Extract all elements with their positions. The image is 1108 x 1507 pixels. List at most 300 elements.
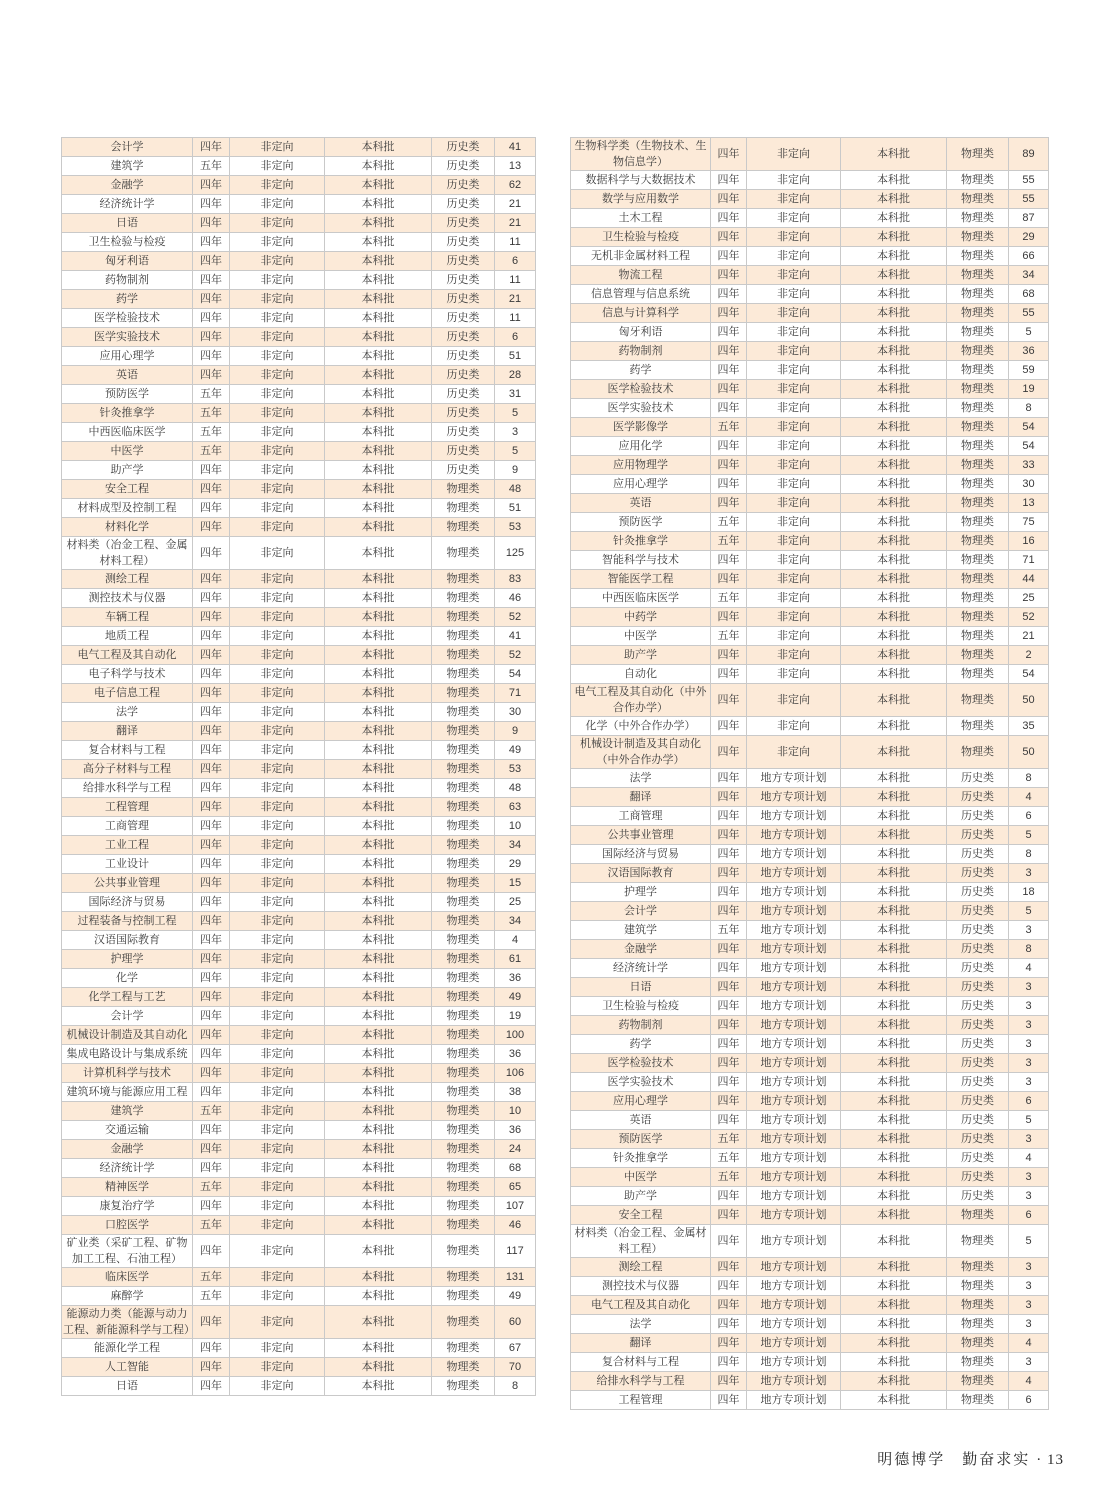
cell-duration: 四年 [711, 1372, 747, 1391]
table-row [571, 437, 1049, 456]
cell-subject-group: 物理类 [947, 138, 1009, 171]
cell-duration: 四年 [193, 931, 230, 950]
table-row [62, 1287, 536, 1306]
table-row [571, 138, 1049, 171]
cell-count: 3 [1009, 864, 1049, 883]
cell-batch: 本科批 [841, 997, 947, 1016]
table-row [571, 665, 1049, 684]
cell-count: 62 [495, 176, 536, 195]
cell-plan-type: 非定向 [230, 836, 325, 855]
cell-count: 55 [1009, 304, 1049, 323]
cell-subject-group: 历史类 [947, 807, 1009, 826]
table-row [571, 845, 1049, 864]
cell-count: 8 [1009, 845, 1049, 864]
cell-plan-type: 非定向 [230, 988, 325, 1007]
cell-batch: 本科批 [841, 807, 947, 826]
table-row [571, 959, 1049, 978]
cell-plan-type: 非定向 [747, 736, 841, 769]
cell-major: 临床医学 [62, 1268, 193, 1287]
cell-duration: 四年 [193, 347, 230, 366]
cell-batch: 本科批 [841, 570, 947, 589]
cell-plan-type: 地方专项计划 [747, 940, 841, 959]
cell-subject-group: 物理类 [947, 1225, 1009, 1258]
cell-subject-group: 物理类 [947, 323, 1009, 342]
cell-batch: 本科批 [325, 855, 432, 874]
table-row [571, 1296, 1049, 1315]
cell-plan-type: 非定向 [230, 1339, 325, 1358]
table-row [62, 233, 536, 252]
cell-count: 10 [495, 817, 536, 836]
cell-major: 日语 [571, 978, 711, 997]
cell-batch: 本科批 [325, 1339, 432, 1358]
cell-duration: 四年 [193, 290, 230, 309]
cell-duration: 五年 [193, 404, 230, 423]
cell-plan-type: 非定向 [230, 1197, 325, 1216]
cell-plan-type: 地方专项计划 [747, 959, 841, 978]
table-row [571, 1334, 1049, 1353]
cell-batch: 本科批 [325, 499, 432, 518]
cell-duration: 四年 [711, 437, 747, 456]
cell-major: 中医学 [62, 442, 193, 461]
cell-major: 能源化学工程 [62, 1339, 193, 1358]
cell-subject-group: 历史类 [432, 138, 495, 157]
cell-subject-group: 历史类 [432, 214, 495, 233]
table-row [62, 741, 536, 760]
cell-duration: 四年 [711, 266, 747, 285]
cell-duration: 四年 [711, 959, 747, 978]
cell-batch: 本科批 [325, 1306, 432, 1339]
cell-plan-type: 非定向 [230, 385, 325, 404]
table-row [62, 1178, 536, 1197]
cell-subject-group: 物理类 [432, 893, 495, 912]
cell-major: 医学检验技术 [571, 1054, 711, 1073]
cell-subject-group: 物理类 [947, 228, 1009, 247]
cell-subject-group: 物理类 [947, 513, 1009, 532]
cell-duration: 四年 [711, 1206, 747, 1225]
cell-count: 3 [1009, 1277, 1049, 1296]
table-row [571, 1111, 1049, 1130]
cell-duration: 四年 [711, 570, 747, 589]
cell-duration: 四年 [193, 1121, 230, 1140]
cell-plan-type: 地方专项计划 [747, 1149, 841, 1168]
cell-major: 药学 [571, 1035, 711, 1054]
cell-duration: 五年 [711, 1149, 747, 1168]
cell-major: 地质工程 [62, 627, 193, 646]
cell-duration: 四年 [711, 736, 747, 769]
cell-count: 21 [495, 290, 536, 309]
cell-major: 预防医学 [62, 385, 193, 404]
table-row [62, 627, 536, 646]
cell-batch: 本科批 [325, 627, 432, 646]
cell-major: 安全工程 [571, 1206, 711, 1225]
cell-subject-group: 历史类 [432, 328, 495, 347]
cell-major: 给排水科学与工程 [62, 779, 193, 798]
cell-count: 53 [495, 760, 536, 779]
cell-subject-group: 物理类 [947, 494, 1009, 513]
cell-major: 工业设计 [62, 855, 193, 874]
cell-batch: 本科批 [325, 233, 432, 252]
cell-batch: 本科批 [325, 1235, 432, 1268]
cell-major: 材料成型及控制工程 [62, 499, 193, 518]
cell-duration: 四年 [711, 978, 747, 997]
table-row [62, 252, 536, 271]
cell-batch: 本科批 [325, 347, 432, 366]
cell-subject-group: 历史类 [432, 309, 495, 328]
cell-subject-group: 历史类 [432, 176, 495, 195]
cell-count: 107 [495, 1197, 536, 1216]
cell-batch: 本科批 [841, 266, 947, 285]
cell-duration: 四年 [711, 171, 747, 190]
cell-count: 46 [495, 1216, 536, 1235]
cell-subject-group: 物理类 [947, 646, 1009, 665]
cell-plan-type: 非定向 [747, 513, 841, 532]
cell-major: 能源动力类（能源与动力工程、新能源科学与工程） [62, 1306, 193, 1339]
cell-duration: 四年 [193, 779, 230, 798]
cell-plan-type: 非定向 [230, 1007, 325, 1026]
cell-count: 3 [1009, 997, 1049, 1016]
cell-major: 中医学 [571, 1168, 711, 1187]
cell-major: 经济统计学 [571, 959, 711, 978]
cell-batch: 本科批 [325, 1358, 432, 1377]
cell-plan-type: 非定向 [230, 404, 325, 423]
table-row [62, 214, 536, 233]
cell-count: 6 [495, 252, 536, 271]
cell-duration: 四年 [711, 551, 747, 570]
cell-count: 41 [495, 627, 536, 646]
cell-batch: 本科批 [325, 589, 432, 608]
cell-duration: 四年 [193, 893, 230, 912]
cell-duration: 四年 [711, 902, 747, 921]
cell-plan-type: 地方专项计划 [747, 769, 841, 788]
table-row [571, 1206, 1049, 1225]
cell-subject-group: 物理类 [432, 684, 495, 703]
cell-count: 4 [1009, 788, 1049, 807]
cell-duration: 四年 [711, 1111, 747, 1130]
cell-batch: 本科批 [841, 736, 947, 769]
cell-subject-group: 历史类 [947, 978, 1009, 997]
table-row [62, 912, 536, 931]
table-row [571, 1391, 1049, 1410]
cell-major: 药学 [62, 290, 193, 309]
cell-batch: 本科批 [325, 969, 432, 988]
cell-major: 计算机科学与技术 [62, 1064, 193, 1083]
cell-count: 49 [495, 988, 536, 1007]
table-row [571, 285, 1049, 304]
cell-subject-group: 物理类 [947, 247, 1009, 266]
cell-duration: 四年 [193, 798, 230, 817]
cell-plan-type: 非定向 [230, 461, 325, 480]
cell-duration: 四年 [193, 1007, 230, 1026]
cell-plan-type: 非定向 [747, 304, 841, 323]
cell-count: 3 [1009, 1187, 1049, 1206]
cell-plan-type: 非定向 [230, 779, 325, 798]
cell-subject-group: 历史类 [947, 1054, 1009, 1073]
cell-count: 9 [495, 461, 536, 480]
cell-duration: 四年 [193, 608, 230, 627]
cell-subject-group: 物理类 [432, 1358, 495, 1377]
cell-plan-type: 地方专项计划 [747, 1334, 841, 1353]
cell-batch: 本科批 [325, 1178, 432, 1197]
cell-plan-type: 地方专项计划 [747, 1372, 841, 1391]
cell-batch: 本科批 [841, 513, 947, 532]
cell-batch: 本科批 [325, 1216, 432, 1235]
cell-plan-type: 非定向 [230, 874, 325, 893]
cell-subject-group: 历史类 [947, 845, 1009, 864]
cell-plan-type: 非定向 [230, 157, 325, 176]
cell-duration: 五年 [193, 1268, 230, 1287]
cell-plan-type: 非定向 [230, 347, 325, 366]
cell-duration: 四年 [193, 627, 230, 646]
cell-batch: 本科批 [841, 209, 947, 228]
cell-subject-group: 历史类 [947, 826, 1009, 845]
cell-subject-group: 物理类 [432, 1083, 495, 1102]
cell-plan-type: 非定向 [230, 722, 325, 741]
table-row [571, 940, 1049, 959]
cell-batch: 本科批 [841, 171, 947, 190]
cell-count: 16 [1009, 532, 1049, 551]
table-row [571, 380, 1049, 399]
cell-count: 55 [1009, 190, 1049, 209]
cell-batch: 本科批 [325, 988, 432, 1007]
cell-major: 日语 [62, 214, 193, 233]
cell-count: 35 [1009, 717, 1049, 736]
table-row [62, 1268, 536, 1287]
cell-batch: 本科批 [841, 959, 947, 978]
cell-count: 6 [1009, 1092, 1049, 1111]
table-row [62, 442, 536, 461]
cell-batch: 本科批 [841, 1258, 947, 1277]
cell-count: 59 [1009, 361, 1049, 380]
cell-major: 建筑学 [571, 921, 711, 940]
cell-duration: 四年 [193, 1197, 230, 1216]
cell-count: 53 [495, 518, 536, 537]
cell-count: 24 [495, 1140, 536, 1159]
cell-plan-type: 地方专项计划 [747, 1111, 841, 1130]
cell-duration: 四年 [193, 760, 230, 779]
cell-duration: 四年 [193, 309, 230, 328]
table-row [571, 513, 1049, 532]
cell-plan-type: 非定向 [230, 290, 325, 309]
table-row [62, 646, 536, 665]
cell-duration: 四年 [711, 361, 747, 380]
cell-plan-type: 非定向 [230, 176, 325, 195]
cell-count: 10 [495, 1102, 536, 1121]
cell-batch: 本科批 [325, 722, 432, 741]
cell-plan-type: 地方专项计划 [747, 1258, 841, 1277]
cell-batch: 本科批 [841, 1092, 947, 1111]
table-row [571, 826, 1049, 845]
cell-count: 63 [495, 798, 536, 817]
cell-batch: 本科批 [841, 940, 947, 959]
cell-batch: 本科批 [325, 1064, 432, 1083]
cell-subject-group: 物理类 [432, 779, 495, 798]
cell-batch: 本科批 [325, 836, 432, 855]
cell-duration: 五年 [193, 385, 230, 404]
cell-major: 机械设计制造及其自动化（中外合作办学） [571, 736, 711, 769]
cell-subject-group: 历史类 [947, 1111, 1009, 1130]
cell-duration: 四年 [711, 826, 747, 845]
cell-major: 卫生检验与检疫 [571, 228, 711, 247]
cell-subject-group: 物理类 [947, 342, 1009, 361]
cell-plan-type: 非定向 [230, 646, 325, 665]
cell-plan-type: 非定向 [747, 646, 841, 665]
cell-subject-group: 物理类 [432, 1287, 495, 1306]
cell-plan-type: 非定向 [230, 195, 325, 214]
cell-batch: 本科批 [841, 627, 947, 646]
cell-subject-group: 物理类 [947, 1353, 1009, 1372]
cell-duration: 四年 [193, 233, 230, 252]
table-row [571, 1315, 1049, 1334]
cell-subject-group: 历史类 [432, 404, 495, 423]
cell-duration: 五年 [711, 627, 747, 646]
cell-count: 33 [1009, 456, 1049, 475]
cell-subject-group: 物理类 [432, 499, 495, 518]
cell-batch: 本科批 [841, 304, 947, 323]
cell-major: 应用心理学 [62, 347, 193, 366]
cell-subject-group: 历史类 [432, 233, 495, 252]
cell-subject-group: 物理类 [947, 717, 1009, 736]
cell-duration: 四年 [711, 304, 747, 323]
table-row [571, 997, 1049, 1016]
cell-duration: 四年 [711, 209, 747, 228]
cell-major: 英语 [571, 494, 711, 513]
cell-subject-group: 物理类 [947, 532, 1009, 551]
cell-major: 医学实验技术 [571, 1073, 711, 1092]
cell-batch: 本科批 [325, 741, 432, 760]
cell-duration: 五年 [711, 532, 747, 551]
cell-subject-group: 物理类 [432, 817, 495, 836]
cell-plan-type: 地方专项计划 [747, 1353, 841, 1372]
cell-subject-group: 历史类 [947, 997, 1009, 1016]
cell-subject-group: 物理类 [947, 418, 1009, 437]
cell-major: 护理学 [571, 883, 711, 902]
cell-plan-type: 非定向 [230, 703, 325, 722]
cell-batch: 本科批 [841, 456, 947, 475]
table-row [571, 418, 1049, 437]
cell-subject-group: 历史类 [432, 366, 495, 385]
cell-subject-group: 历史类 [947, 864, 1009, 883]
cell-batch: 本科批 [841, 494, 947, 513]
table-row [62, 1045, 536, 1064]
table-row [62, 1377, 536, 1396]
cell-batch: 本科批 [841, 883, 947, 902]
cell-plan-type: 非定向 [230, 855, 325, 874]
table-row [571, 190, 1049, 209]
cell-duration: 四年 [193, 836, 230, 855]
cell-batch: 本科批 [325, 1197, 432, 1216]
cell-duration: 五年 [711, 589, 747, 608]
cell-batch: 本科批 [325, 290, 432, 309]
cell-batch: 本科批 [841, 902, 947, 921]
cell-subject-group: 历史类 [947, 1016, 1009, 1035]
cell-subject-group: 物理类 [947, 684, 1009, 717]
cell-count: 5 [1009, 826, 1049, 845]
cell-batch: 本科批 [841, 1315, 947, 1334]
cell-count: 68 [495, 1159, 536, 1178]
cell-major: 测绘工程 [571, 1258, 711, 1277]
cell-subject-group: 物理类 [947, 1277, 1009, 1296]
cell-subject-group: 物理类 [432, 1026, 495, 1045]
cell-duration: 四年 [193, 214, 230, 233]
cell-plan-type: 非定向 [230, 1064, 325, 1083]
cell-major: 药物制剂 [571, 342, 711, 361]
cell-batch: 本科批 [841, 1372, 947, 1391]
cell-count: 6 [1009, 1391, 1049, 1410]
cell-count: 6 [495, 328, 536, 347]
cell-count: 4 [495, 931, 536, 950]
cell-duration: 四年 [711, 1277, 747, 1296]
cell-plan-type: 地方专项计划 [747, 997, 841, 1016]
cell-subject-group: 历史类 [432, 252, 495, 271]
table-row [571, 1035, 1049, 1054]
cell-subject-group: 物理类 [947, 665, 1009, 684]
cell-duration: 四年 [711, 717, 747, 736]
cell-duration: 五年 [193, 442, 230, 461]
cell-count: 8 [495, 1377, 536, 1396]
cell-major: 机械设计制造及其自动化 [62, 1026, 193, 1045]
cell-plan-type: 非定向 [747, 361, 841, 380]
cell-subject-group: 历史类 [947, 788, 1009, 807]
cell-batch: 本科批 [325, 1083, 432, 1102]
cell-batch: 本科批 [841, 1296, 947, 1315]
cell-batch: 本科批 [841, 589, 947, 608]
cell-major: 助产学 [571, 1187, 711, 1206]
cell-subject-group: 历史类 [432, 442, 495, 461]
cell-batch: 本科批 [841, 285, 947, 304]
cell-plan-type: 非定向 [230, 1045, 325, 1064]
cell-duration: 四年 [711, 940, 747, 959]
table-row [62, 309, 536, 328]
cell-duration: 四年 [711, 1353, 747, 1372]
cell-count: 13 [495, 157, 536, 176]
cell-duration: 四年 [711, 788, 747, 807]
cell-plan-type: 非定向 [747, 456, 841, 475]
cell-duration: 五年 [193, 1102, 230, 1121]
cell-batch: 本科批 [325, 1159, 432, 1178]
cell-batch: 本科批 [325, 157, 432, 176]
cell-plan-type: 非定向 [230, 969, 325, 988]
cell-duration: 四年 [193, 1235, 230, 1268]
table-row [571, 627, 1049, 646]
cell-subject-group: 物理类 [432, 703, 495, 722]
cell-batch: 本科批 [325, 537, 432, 570]
cell-count: 3 [495, 423, 536, 442]
cell-major: 电气工程及其自动化 [62, 646, 193, 665]
table-row [62, 969, 536, 988]
cell-subject-group: 历史类 [947, 1187, 1009, 1206]
cell-batch: 本科批 [841, 1334, 947, 1353]
cell-duration: 四年 [193, 1026, 230, 1045]
cell-count: 41 [495, 138, 536, 157]
table-row [62, 537, 536, 570]
cell-duration: 四年 [193, 1045, 230, 1064]
cell-batch: 本科批 [325, 442, 432, 461]
cell-subject-group: 物理类 [947, 570, 1009, 589]
table-row [62, 423, 536, 442]
cell-batch: 本科批 [841, 361, 947, 380]
cell-subject-group: 物理类 [947, 1206, 1009, 1225]
cell-major: 化学（中外合作办学） [571, 717, 711, 736]
table-row [571, 304, 1049, 323]
cell-plan-type: 非定向 [230, 893, 325, 912]
cell-batch: 本科批 [325, 798, 432, 817]
cell-batch: 本科批 [325, 404, 432, 423]
cell-plan-type: 非定向 [230, 627, 325, 646]
cell-count: 8 [1009, 769, 1049, 788]
table-row [571, 902, 1049, 921]
cell-batch: 本科批 [841, 399, 947, 418]
table-row [62, 518, 536, 537]
